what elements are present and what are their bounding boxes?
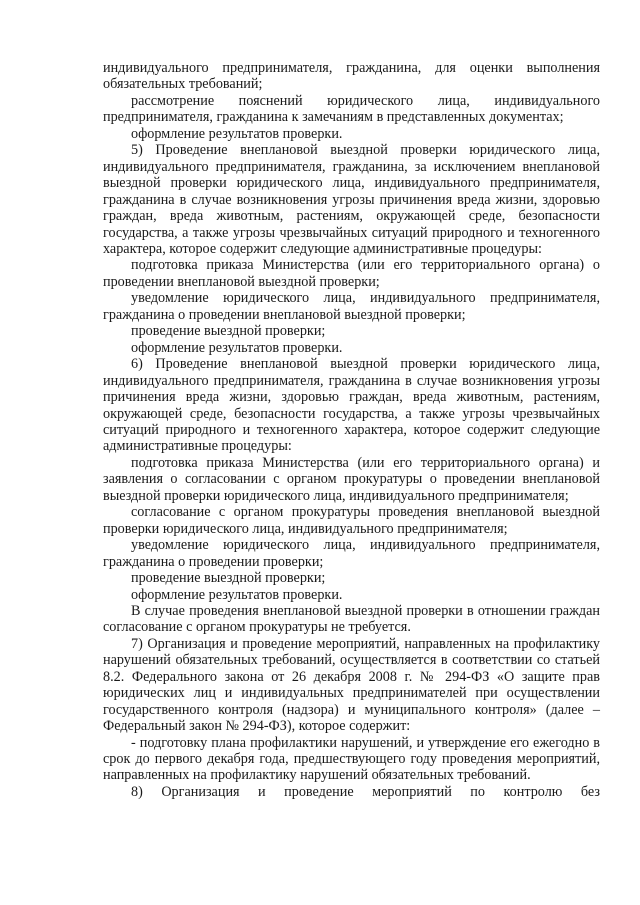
- paragraph: 7) Организация и проведение мероприятий, направленных на профилактику нарушений обязательных требований, осуществляется в соответствии со статьей 8.2. Федерального закона от 26 декабря 2008 г. № 294-ФЗ «О защите прав юридических лиц и индивидуальных предпринимателей при осуществлении государственного контроля (надзора) и муниципального контроля» (далее – Федеральный закон № 294-ФЗ), которое содержит:: [103, 635, 600, 735]
- paragraph: проведение выездной проверки;: [131, 323, 326, 340]
- paragraph: согласование с органом прокуратуры проведения внеплановой выездной проверки юридического лица, индивидуального предпринимателя;: [103, 504, 600, 537]
- paragraph: уведомление юридического лица, индивидуального предпринимателя, гражданина о проведении проверки;: [103, 537, 600, 570]
- paragraph: оформление результатов проверки.: [131, 339, 343, 356]
- paragraph: В случае проведения внеплановой выездной проверки в отношении граждан согласование с органом прокуратуры не требуется.: [103, 602, 600, 636]
- paragraph: - подготовку плана профилактики нарушений, и утверждение его ежегодно в срок до первого декабря года, предшествующего году проведения мероприятий, направленных на профилактику нарушений обязательных требований.: [103, 734, 600, 784]
- paragraph: проведение выездной проверки;: [131, 570, 326, 587]
- paragraph: подготовка приказа Министерства (или его территориального органа) о проведении внеплановой выездной проверки;: [103, 257, 600, 290]
- paragraph: 5) Проведение внеплановой выездной проверки юридического лица, индивидуального предпринимателя, гражданина, за исключением внеплановой выездной проверки юридического лица, индивидуального предпринимателя, гражданина в случае возникновения угрозы причинения вреда жизни, здоровью граждан, вреда животным, растениям, окружающей среде, безопасности государства, а также угрозы чрезвычайных ситуаций природного и техногенного характера, которое содержит следующие административные процедуры:: [103, 142, 600, 257]
- paragraph: уведомление юридического лица, индивидуального предпринимателя, гражданина о проведении внеплановой выездной проверки;: [103, 290, 600, 323]
- paragraph: оформление результатов проверки.: [131, 586, 343, 603]
- paragraph: 6) Проведение внеплановой выездной проверки юридического лица, индивидуального предпринимателя, гражданина в случае возникновения угрозы причинения вреда жизни, здоровью граждан, вреда животным, растениям, окружающей среде, безопасности государства, а также угрозы чрезвычайных ситуаций природного и техногенного характера, которое содержит следующие административные процедуры:: [103, 356, 600, 455]
- paragraph: 8) Организация и проведение мероприятий по контролю без: [131, 783, 600, 800]
- paragraph: подготовка приказа Министерства (или его территориального органа) и заявления о согласовании с органом прокуратуры о проведении внеплановой выездной проверки юридического лица, индивидуального предпринимателя;: [103, 454, 600, 504]
- document-body: [103, 60, 600, 800]
- paragraph: оформление результатов проверки.: [131, 125, 343, 142]
- paragraph: рассмотрение пояснений юридического лица, индивидуального предпринимателя, гражданина к замечаниям в представленных документах;: [103, 92, 600, 126]
- paragraph: индивидуального предпринимателя, гражданина, для оценки выполнения обязательных требований;: [103, 60, 600, 93]
